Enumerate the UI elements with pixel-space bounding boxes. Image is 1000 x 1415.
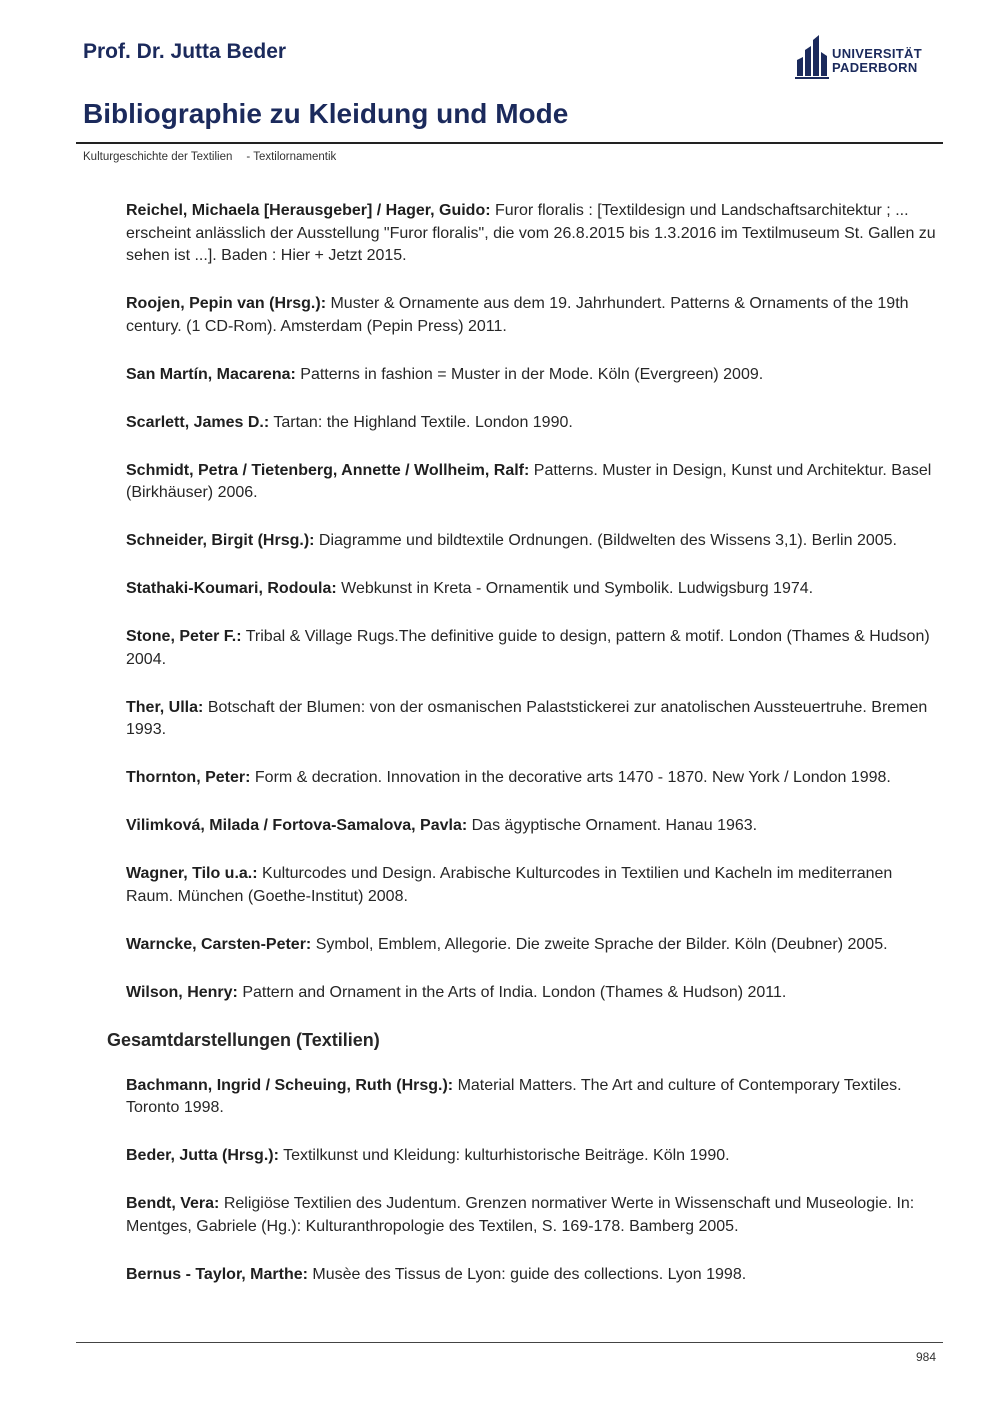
logo-text: UNIVERSITÄT PADERBORN [832,46,922,75]
entry-text: Form & decration. Innovation in the decorative arts 1470 - 1870. New York / London 1998. [254,769,891,786]
entry-text: Das ägyptische Ornament. Hanau 1963. [471,817,758,834]
bibliography-entry [126,934,941,957]
entry-author: Stone, Peter F.: [126,628,242,645]
bibliography-entry [126,863,941,908]
entry-author: Roojen, Pepin van (Hrsg.): [126,295,327,312]
entry-author: Bernus - Taylor, Marthe: [126,1265,308,1283]
entry-author: Vilimková, Milada / Fortova-Samalova, Pavla: [126,817,468,834]
entry-author: San Martín, Macarena: [126,365,296,383]
breadcrumb-item: - Textilornamentik [246,151,337,163]
author-name: Prof. Dr. Jutta Beder [83,40,287,63]
bibliography-entry [126,767,941,790]
university-logo-icon [794,32,830,80]
entry-author: Schneider, Birgit (Hrsg.): [126,532,315,549]
bibliography-entry [126,626,941,671]
bibliography-entry [126,1193,941,1238]
entry-author: Wilson, Henry: [126,983,238,1001]
entry-text: Patterns. Muster in Design, Kunst und Architektur. Basel (Birkhäuser) 2006. [126,461,932,501]
bibliography-entry [126,460,941,505]
entry-author: Beder, Jutta (Hrsg.): [126,1147,279,1164]
bibliography-entry [126,697,941,742]
entry-text: Muster & Ornamente aus dem 19. Jahrhundert. Patterns & Ornaments of the 19th century. (1 CD-Rom). Amsterdam (Pepin Press) 2011. [126,295,909,335]
page-title: Bibliographie zu Kleidung und Mode [83,98,569,129]
entry-text: Diagramme und bildtextile Ordnungen. (Bildwelten des Wissens 3,1). Berlin 2005. [318,532,897,549]
bibliography-entry [126,200,941,268]
entry-text: Musèe des Tissus de Lyon: guide des collections. Lyon 1998. [312,1265,747,1283]
entry-text: Botschaft der Blumen: von der osmanischen Palaststickerei zur anatolischen Aussteuertruhe. Bremen 1993. [126,698,928,738]
header-divider [76,142,943,144]
entry-author: Bendt, Vera: [126,1195,220,1212]
entry-text: Tribal & Village Rugs.The definitive guide to design, pattern & motif. London (Thames & Hudson) 2004. [126,628,930,668]
footer-divider [76,1342,943,1343]
breadcrumb [83,151,336,163]
entry-author: Thornton, Peter: [126,769,251,786]
section-heading: Gesamtdarstellungen (Textilien) [107,1029,380,1050]
entry-text: Pattern and Ornament in the Arts of India. London (Thames & Hudson) 2011. [242,983,787,1001]
bibliography-entry [126,578,941,601]
entry-author: Scarlett, James D.: [126,413,270,431]
entry-text: Symbol, Emblem, Allegorie. Die zweite Sprache der Bilder. Köln (Deubner) 2005. [315,935,888,953]
breadcrumb-item: Kulturgeschichte der Textilien [83,151,233,163]
bibliography-entry [126,364,941,387]
bibliography-entry [126,1145,941,1168]
bibliography-entry [126,412,941,435]
entry-author: Ther, Ulla: [126,698,204,716]
entry-author: Wagner, Tilo u.a.: [126,865,258,882]
bibliography-entry [126,1264,941,1287]
bibliography-entry [126,293,941,338]
bibliography-entry [126,530,941,553]
entry-text: Furor floralis : [Textildesign und Landschaftsarchitektur ; ... erscheint anlässlich der Ausstellung "Furor floralis", die vom 26.8.2015 bis 1.3.2016 im Textilmuseum St. Gallen zu sehen ist ...]. Baden : Hier + Jetzt 2015. [126,202,936,264]
entry-text: Kulturcodes und Design. Arabische Kulturcodes in Textilien und Kacheln im mediterranen Raum. München (Goethe-Institut) 2008. [126,865,893,905]
entry-author: Warncke, Carsten-Peter: [126,935,312,953]
entry-text: Patterns in fashion = Muster in der Mode. Köln (Evergreen) 2009. [300,365,764,383]
entry-author: Bachmann, Ingrid / Scheuing, Ruth (Hrsg.): [126,1076,454,1094]
page-number: 984 [915,1350,936,1364]
university-logo [794,32,934,82]
entry-author: Stathaki-Koumari, Rodoula: [126,580,337,597]
entry-author: Schmidt, Petra / Tietenberg, Annette / Wollheim, Ralf: [126,461,530,479]
entry-text: Material Matters. The Art and culture of Contemporary Textiles. Toronto 1998. [126,1076,902,1116]
entry-author: Reichel, Michaela [Herausgeber] / Hager, Guido: [126,202,491,219]
bibliography-list [107,200,941,1312]
entry-text: Religiöse Textilien des Judentum. Grenzen normativer Werte in Wissenschaft und Museologie. In: Mentges, Gabriele (Hg.): Kulturanthropologie des Textilen, S. 169-178. Bamberg 2005. [126,1195,915,1235]
entry-text: Textilkunst und Kleidung: kulturhistorische Beiträge. Köln 1990. [283,1147,730,1164]
entry-text: Tartan: the Highland Textile. London 1990. [273,413,573,431]
bibliography-entry [126,1075,941,1120]
entry-text: Webkunst in Kreta - Ornamentik und Symbolik. Ludwigsburg 1974. [341,580,814,597]
bibliography-entry [126,815,941,838]
bibliography-entry [126,982,941,1005]
